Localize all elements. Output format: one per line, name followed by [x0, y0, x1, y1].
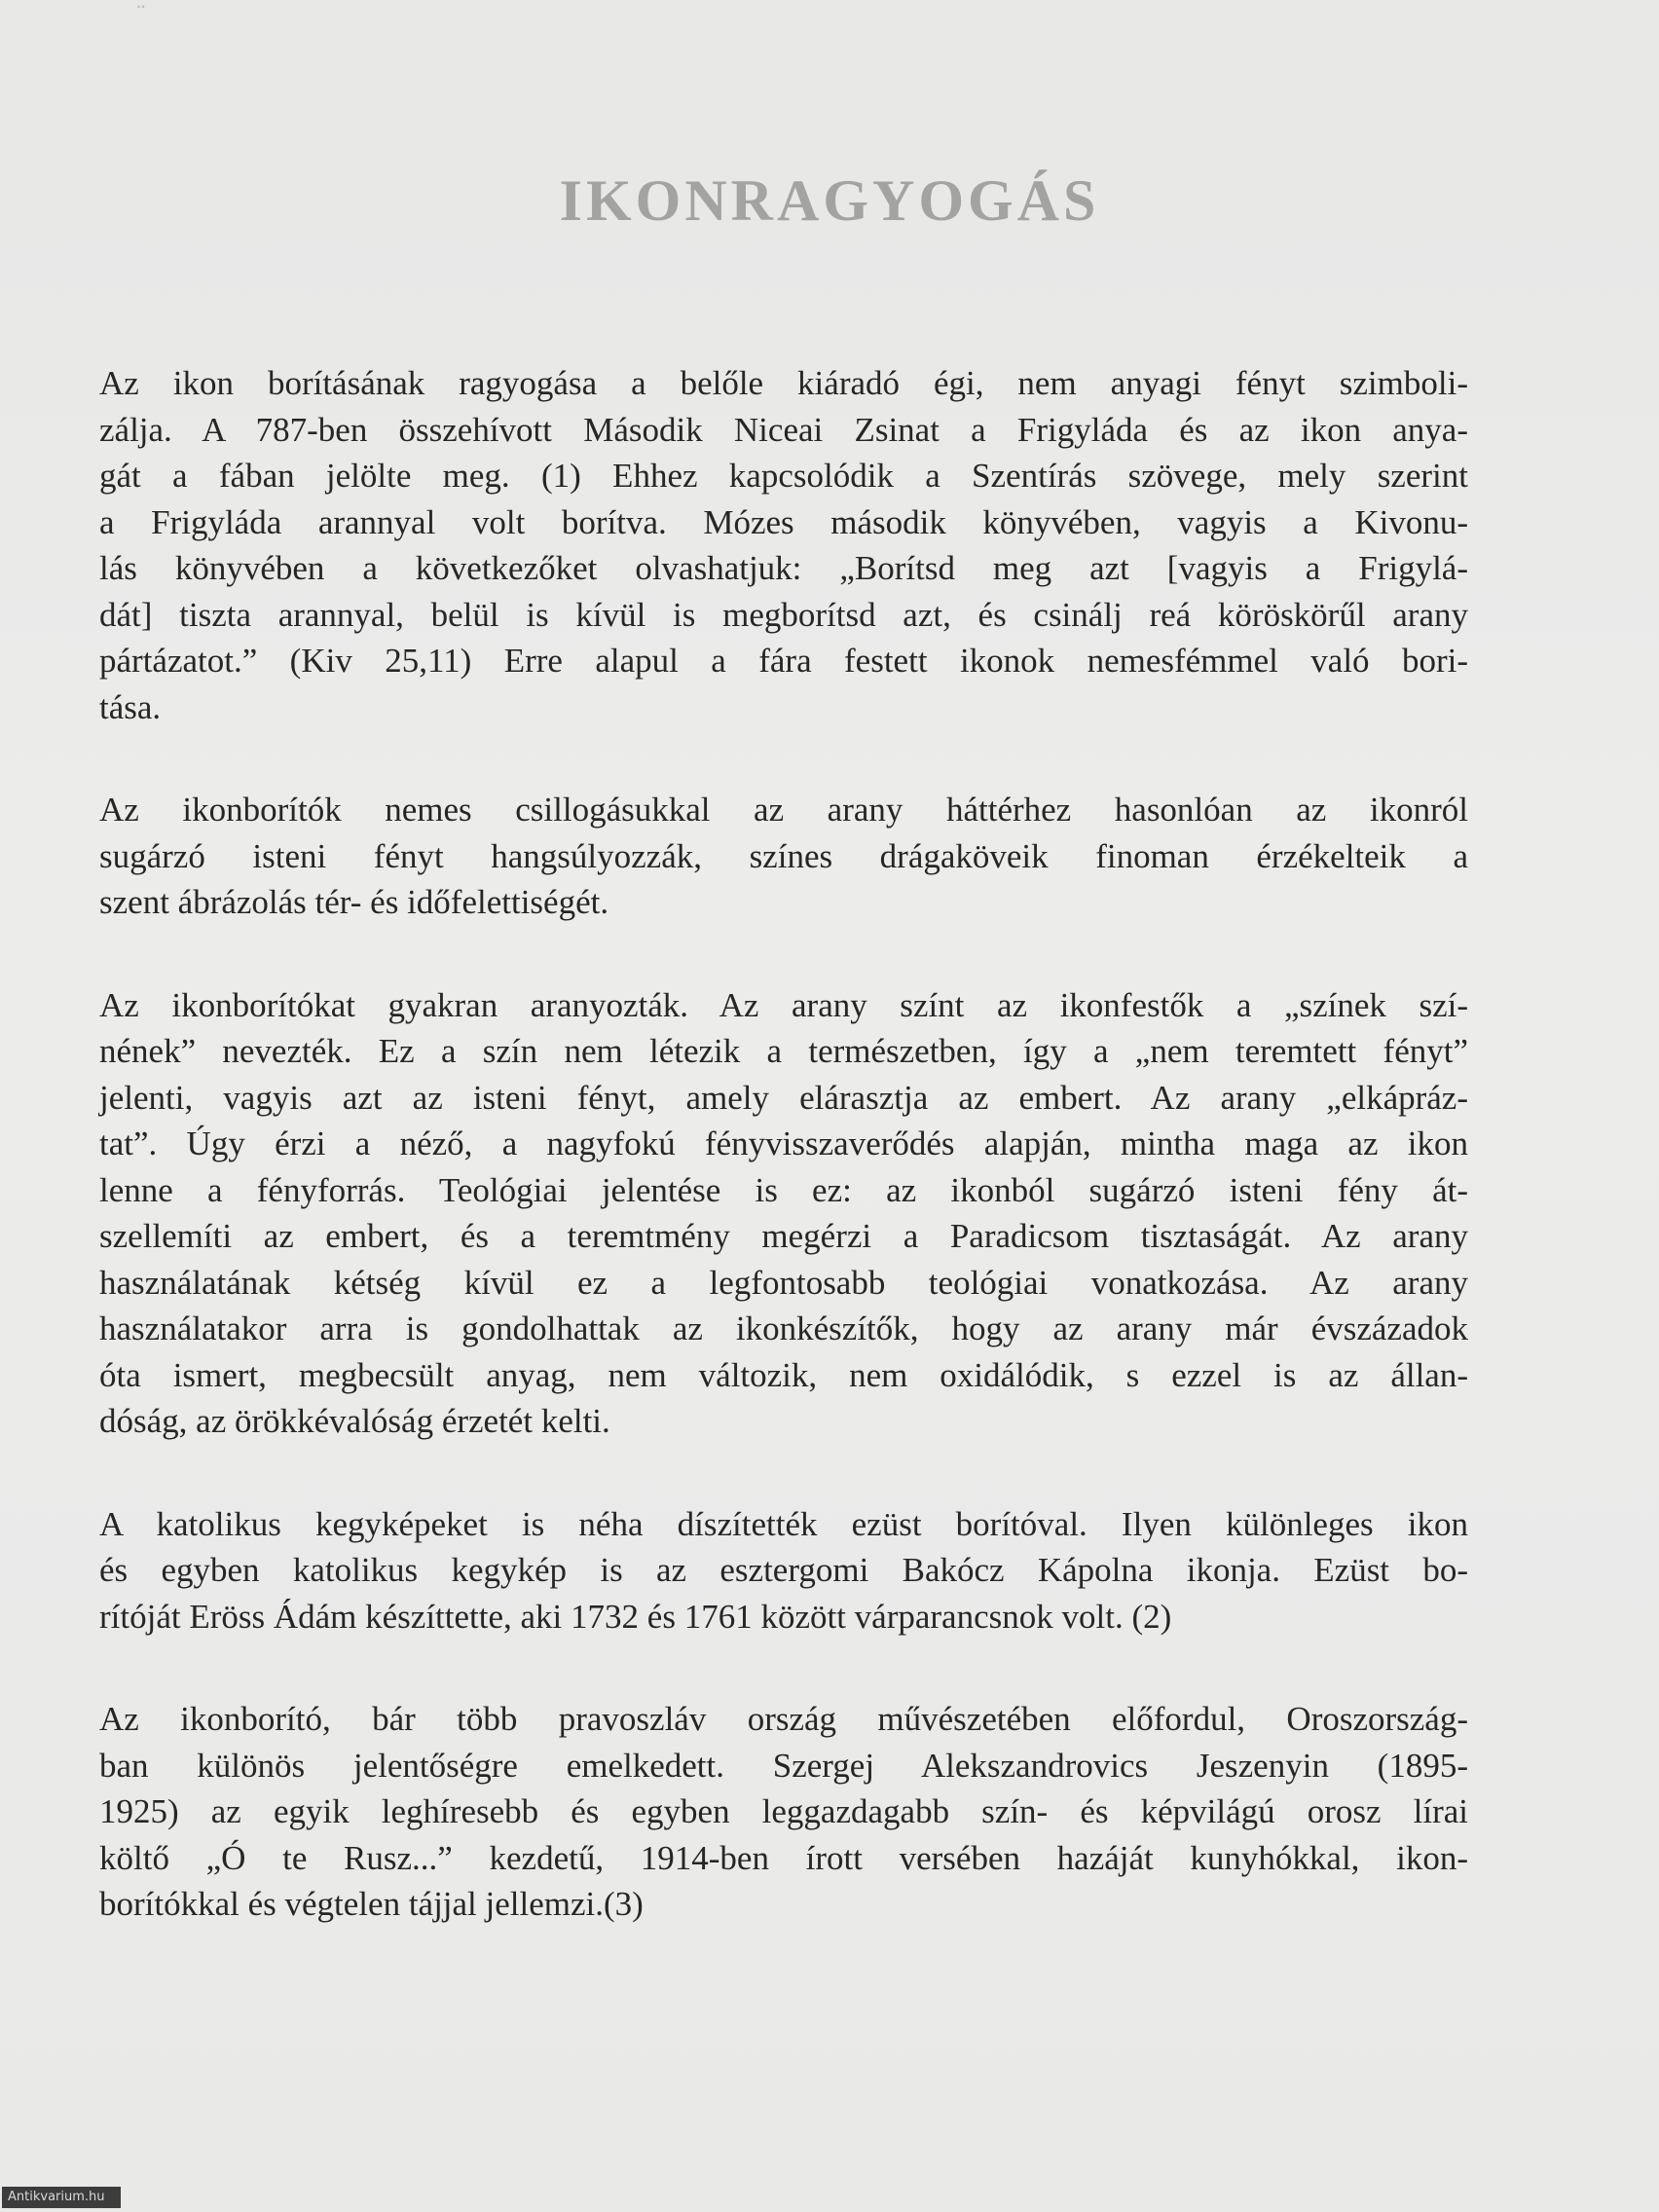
- text-line: használatának kétség kívül ez a legfontosabb teológiai vonatkozása. Az arany: [99, 1263, 1468, 1302]
- text-line: tása.: [99, 687, 162, 726]
- text-line: A katolikus kegyképeket is néha díszítették ezüst borítóval. Ilyen különleges ikon: [99, 1504, 1468, 1543]
- paragraph-3: [99, 982, 1468, 1445]
- paragraph-5: [99, 1696, 1468, 1928]
- text-line: lás könyvében a következőket olvashatjuk: „Borítsd meg azt [vagyis a Frigylá-: [99, 549, 1468, 587]
- text-line: nének” nevezték. Ez a szín nem létezik a természetben, így a „nem teremtett fényt”: [99, 1032, 1468, 1070]
- text-line: szellemíti az embert, és a teremtmény megérzi a Paradicsom tisztaságát. Az arany: [99, 1217, 1468, 1255]
- paragraph-1: [99, 360, 1468, 730]
- text-line: sugárzó isteni fényt hangsúlyozzák, színes drágaköveik finoman érzékelteik a: [99, 836, 1468, 875]
- paragraph-2: [99, 787, 1468, 926]
- text-line: jelenti, vagyis azt az isteni fényt, amely elárasztja az embert. Az arany „elkápráz-: [99, 1078, 1468, 1117]
- text-line: Az ikonborítókat gyakran aranyozták. Az arany színt az ikonfestők a „színek szí-: [99, 985, 1468, 1024]
- text-line: dóság, az örökkévalóság érzetét kelti.: [99, 1402, 610, 1440]
- text-line: ban különös jelentőségre emelkedett. Szergej Alekszandrovics Jeszenyin (1895-: [99, 1746, 1468, 1785]
- text-line: borítókkal és végtelen tájjal jellemzi.(3): [99, 1885, 644, 1923]
- text-line: gát a fában jelölte meg. (1) Ehhez kapcsolódik a Szentírás szövege, mely szerint: [99, 457, 1468, 495]
- text-line: lenne a fényforrás. Teológiai jelentése is ez: az ikonból sugárzó isteni fény át-: [99, 1170, 1468, 1209]
- text-line: zálja. A 787-ben összehívott Második Niceai Zsinat a Frigyláda és az ikon anya-: [99, 410, 1468, 449]
- text-line: a Frigyláda arannyal volt borítva. Mózes második könyvében, vagyis a Kivonu-: [99, 502, 1468, 541]
- text-line: költő „Ó te Rusz...” kezdetű, 1914-ben írott versében hazáját kunyhókkal, ikon-: [99, 1838, 1468, 1877]
- text-line: óta ismert, megbecsült anyag, nem változik, nem oxidálódik, s ezzel is az állan-: [99, 1355, 1468, 1394]
- text-line: Az ikon borításának ragyogása a belőle kiáradó égi, nem anyagi fényt szimboli-: [99, 364, 1468, 402]
- text-line: 1925) az egyik leghíresebb és egyben leggazdagabb szín- és képvilágú orosz lírai: [99, 1792, 1468, 1830]
- text-line: Az ikonborítók nemes csillogásukkal az arany háttérhez hasonlóan az ikonról: [99, 791, 1468, 829]
- text-line: használatakor arra is gondolhattak az ikonkészítők, hogy az arany már évszázadok: [99, 1309, 1468, 1347]
- text-line: és egyben katolikus kegykép is az esztergomi Bakócz Kápolna ikonja. Ezüst bo-: [99, 1551, 1468, 1589]
- page-corner-mark: ¸¸: [136, 0, 146, 9]
- text-line: rítóját Eröss Ádám készíttette, aki 1732 és 1761 között várparancsnok volt. (2): [99, 1597, 1172, 1636]
- text-line: tat”. Úgy érzi a néző, a nagyfokú fényvisszaverődés alapján, mintha maga az ikon: [99, 1124, 1468, 1162]
- paragraph-4: [99, 1501, 1468, 1641]
- chapter-title: IKONRAGYOGÁS: [559, 168, 1100, 234]
- text-line: pártázatot.” (Kiv 25,11) Erre alapul a fára festett ikonok nemesfémmel való bori-: [99, 642, 1468, 680]
- body-text: [99, 360, 1468, 1984]
- text-line: dát] tiszta arannyal, belül is kívül is megborítsd azt, és csinálj reá köröskörűl arany: [99, 595, 1468, 634]
- text-line: szent ábrázolás tér- és időfelettiségét.: [99, 883, 609, 921]
- watermark: Antikvarium.hu: [2, 2187, 121, 2208]
- text-line: Az ikonborító, bár több pravoszláv ország művészetében előfordul, Oroszország-: [99, 1700, 1468, 1738]
